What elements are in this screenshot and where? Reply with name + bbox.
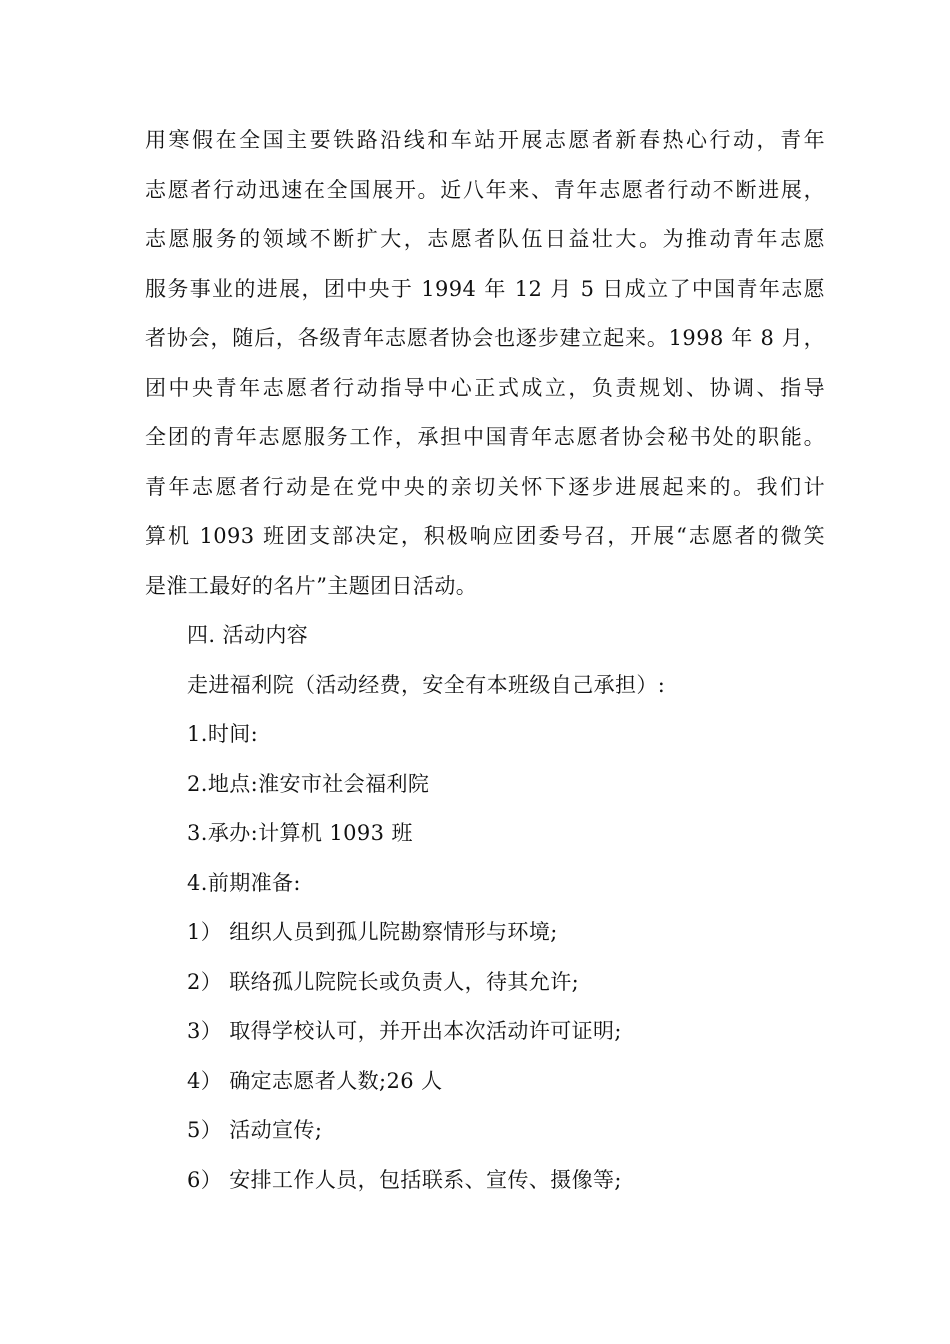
list-item: 4.前期准备: — [187, 870, 301, 895]
paragraph-line: 团中央青年志愿者行动指导中心正式成立，负责规划、协调、指导 — [145, 375, 825, 400]
paragraph-line: 青年志愿者行动是在党中央的亲切关怀下逐步进展起来的。我们计 — [145, 474, 825, 499]
activity-title: 走进福利院（活动经费，安全有本班级自己承担）: — [187, 672, 666, 697]
list-item: 3.承办:计算机 1093 班 — [187, 821, 413, 845]
prep-item: 3） 取得学校认可，并开出本次活动许可证明; — [187, 1019, 622, 1043]
activity-items — [145, 722, 825, 896]
prep-item: 6） 安排工作人员，包括联系、宣传、摄像等; — [187, 1167, 622, 1192]
paragraph-line: 服务事业的进展，团中央于 1994 年 12 月 5 日成立了中国青年志愿 — [145, 276, 825, 301]
paragraph-line: 是淮工最好的名片”主题团日活动。 — [145, 573, 478, 598]
prep-item: 5） 活动宣传; — [187, 1118, 323, 1142]
document-page — [145, 128, 825, 1217]
prep-item: 1） 组织人员到孤儿院勘察情形与环境; — [187, 920, 558, 944]
list-item: 2.地点:淮安市社会福利院 — [187, 771, 430, 796]
section-heading: 四. 活动内容 — [187, 623, 309, 647]
paragraph-line: 者协会，随后，各级青年志愿者协会也逐步建立起来。1998 年 8 月， — [145, 326, 825, 350]
intro-paragraph — [145, 128, 825, 599]
prep-item: 4） 确定志愿者人数;26 人 — [187, 1068, 443, 1093]
list-item: 1.时间: — [187, 722, 259, 746]
paragraph-line: 算机 1093 班团支部决定，积极响应团委号召，开展“志愿者的微笑 — [145, 524, 825, 548]
paragraph-line: 全团的青年志愿服务工作，承担中国青年志愿者协会秘书处的职能。 — [145, 425, 825, 449]
paragraph-line: 志愿者行动迅速在全国展开。近八年来、青年志愿者行动不断进展， — [145, 177, 825, 202]
paragraph-line: 志愿服务的领域不断扩大，志愿者队伍日益壮大。为推动青年志愿 — [145, 227, 825, 251]
paragraph-line: 用寒假在全国主要铁路沿线和车站开展志愿者新春热心行动，青年 — [145, 128, 825, 152]
prep-items — [145, 920, 825, 1193]
prep-item: 2） 联络孤儿院院长或负责人，待其允许; — [187, 969, 580, 994]
